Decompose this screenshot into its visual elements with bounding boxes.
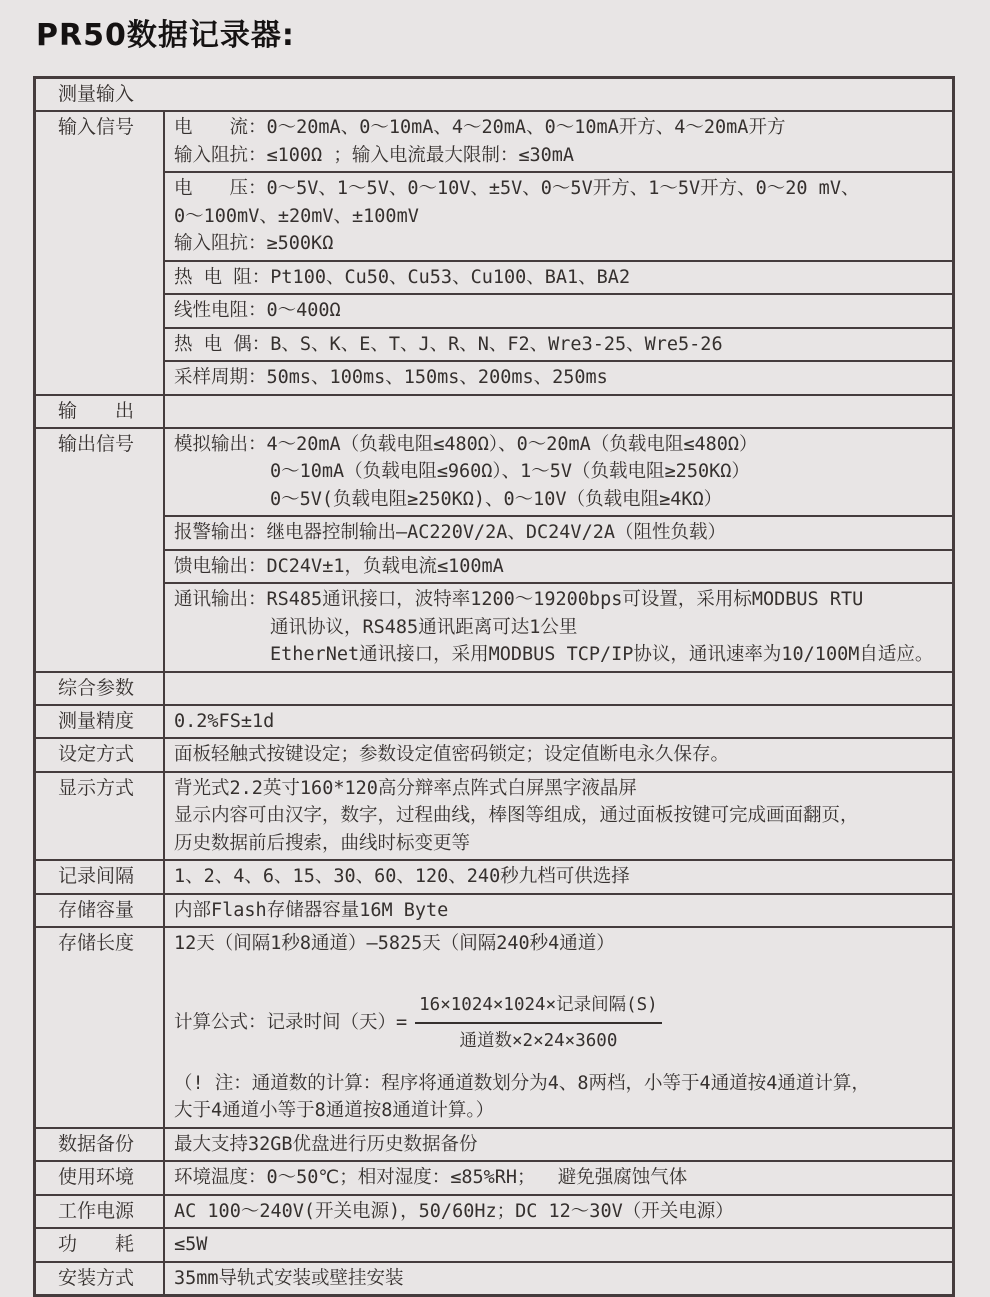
row-content <box>165 739 952 771</box>
spec-line: 面板轻触式按键设定；参数设定值密码锁定；设定值断电永久保存。 <box>174 744 730 765</box>
spec-table <box>33 76 955 1297</box>
row-label: 存储容量 <box>36 895 165 927</box>
output-signal-analog-group <box>165 429 952 516</box>
spec-line: 通讯协议，RS485通讯距离可达1公里 <box>270 616 578 638</box>
row-content <box>165 1162 952 1194</box>
storage-note-line: （! 注：通道数的计算：程序将通道数划分为4、8两档，小等于4通道按4通道计算， <box>174 1072 870 1094</box>
row-installation-method <box>36 1261 952 1295</box>
row-label: 设定方式 <box>36 739 165 771</box>
storage-formula <box>174 982 952 1064</box>
spec-line: 模拟输出：4～20mA（负载电阻≤480Ω）、0～20mA（负载电阻≤480Ω） <box>174 433 758 455</box>
output-signal-communication-group <box>165 582 952 671</box>
row-content <box>165 773 952 860</box>
input-signal-linear-resistance-group <box>165 293 952 327</box>
row-storage-capacity <box>36 893 952 927</box>
spec-line: 电 流：0～20mA、0～10mA、4～20mA、0～10mA开方、4～20mA开方 <box>174 117 786 138</box>
spacer <box>174 958 952 982</box>
spec-line: 环境温度：0～50℃；相对湿度：≤85%RH； 避免强腐蚀气体 <box>174 1167 688 1188</box>
row-label: 功 耗 <box>36 1229 165 1261</box>
row-label: 显示方式 <box>36 773 165 860</box>
row-label: 数据备份 <box>36 1129 165 1161</box>
section-header-measure-input: 测量输入 <box>58 83 135 105</box>
row-label: 工作电源 <box>36 1196 165 1228</box>
spec-line: EtherNet通讯接口，采用MODBUS TCP/IP协议，通讯速率为10/100M自适应。 <box>270 644 934 665</box>
spec-line: 采样周期：50ms、100ms、150ms、200ms、250ms <box>174 367 608 388</box>
spec-line: 输入阻抗：≤100Ω ；输入电流最大限制：≤30mA <box>174 144 575 166</box>
output-signal-alarm-group <box>165 515 952 549</box>
row-operating-environment <box>36 1160 952 1194</box>
section-output-empty-cell <box>165 396 952 427</box>
storage-range-line: 12天（间隔1秒8通道）—5825天（间隔240秒4通道） <box>174 933 615 954</box>
row-record-interval <box>36 859 952 893</box>
formula-prefix: 计算公式：记录时间（天）= <box>174 1011 408 1033</box>
row-power-consumption <box>36 1227 952 1261</box>
spec-line: 馈电输出：DC24V±1，负载电流≤100mA <box>174 555 504 577</box>
section-row-output <box>36 394 952 427</box>
spec-line: 热 电 阻：Pt100、Cu50、Cu53、Cu100、BA1、BA2 <box>174 266 631 288</box>
spec-line: 输入阻抗：≥500KΩ <box>174 233 334 254</box>
section-header-general: 综合参数 <box>36 673 165 704</box>
spec-line: AC 100～240V(开关电源)，50/60Hz；DC 12～30V（开关电源） <box>174 1200 734 1222</box>
row-label: 存储长度 <box>36 928 165 1127</box>
input-signal-current-group <box>165 112 952 171</box>
section-general-empty-cell <box>165 673 952 704</box>
row-label-input-signal: 输入信号 <box>36 112 165 394</box>
row-output-signal <box>36 427 952 671</box>
input-signal-voltage-group <box>165 171 952 260</box>
section-row-general <box>36 671 952 704</box>
row-content <box>165 1229 952 1261</box>
row-content <box>165 861 952 893</box>
row-storage-length <box>36 926 952 1127</box>
input-signal-thermocouple-group <box>165 327 952 361</box>
input-signal-content <box>165 112 952 394</box>
row-working-power <box>36 1194 952 1228</box>
row-display-method <box>36 771 952 860</box>
row-label: 测量精度 <box>36 706 165 738</box>
spec-line: 1、2、4、6、15、30、60、120、240秒九档可供选择 <box>174 866 630 887</box>
row-label: 安装方式 <box>36 1263 165 1295</box>
row-data-backup <box>36 1127 952 1161</box>
storage-note-line: 大于4通道小等于8通道按8通道计算。） <box>174 1100 495 1121</box>
row-input-signal <box>36 110 952 394</box>
row-content <box>165 895 952 927</box>
row-content <box>165 928 952 1127</box>
row-label: 使用环境 <box>36 1162 165 1194</box>
spec-line: 0.2%FS±1d <box>174 710 275 732</box>
page-title: PR50数据记录器: <box>36 18 295 53</box>
output-signal-content <box>165 429 952 671</box>
spec-line: 35mm导轨式安装或壁挂安装 <box>174 1267 404 1289</box>
spec-line: 最大支持32GB优盘进行历史数据备份 <box>174 1133 478 1155</box>
spec-line: 电 压：0～5V、1～5V、0～10V、±5V、0～5V开方、1～5V开方、0～20 mV、 <box>174 178 860 199</box>
spec-line: 0～100mV、±20mV、±100mV <box>174 205 419 227</box>
spec-line: 线性电阻：0～400Ω <box>174 300 341 321</box>
row-content <box>165 1196 952 1228</box>
spec-line: 通讯输出：RS485通讯接口，波特率1200～19200bps可设置，采用标MODBUS RTU <box>174 589 864 610</box>
input-signal-sampling-period-group <box>165 360 952 394</box>
spec-line: 0～10mA（负载电阻≤960Ω）、1～5V（负载电阻≥250KΩ） <box>270 461 750 482</box>
formula-fraction <box>415 990 662 1056</box>
row-content <box>165 1129 952 1161</box>
spec-line: 背光式2.2英寸160*120高分辩率点阵式白屏黑字液晶屏 <box>174 777 637 799</box>
row-label: 记录间隔 <box>36 861 165 893</box>
formula-denominator: 通道数×2×24×3600 <box>459 1030 618 1051</box>
row-content <box>165 706 952 738</box>
section-row-measure-input <box>36 79 952 110</box>
spec-line: 热 电 偶：B、S、K、E、T、J、R、N、F2、Wre3-25、Wre5-26 <box>174 333 723 355</box>
row-content <box>165 1263 952 1295</box>
output-signal-feed-group <box>165 549 952 583</box>
spec-line: 0～5V(负载电阻≥250KΩ)、0～10V（负载电阻≥4KΩ） <box>270 488 723 510</box>
spec-line: 内部Flash存储器容量16M Byte <box>174 899 449 921</box>
section-header-output: 输 出 <box>36 396 165 427</box>
input-signal-rtd-group <box>165 260 952 294</box>
spec-line: ≤5W <box>174 1234 208 1255</box>
spec-line: 报警输出：继电器控制输出—AC220V/2A、DC24V/2A（阻性负载） <box>174 522 726 543</box>
row-setting-method <box>36 737 952 771</box>
row-label-output-signal: 输出信号 <box>36 429 165 671</box>
spec-line: 历史数据前后搜索，曲线时标变更等 <box>174 832 471 854</box>
formula-numerator: 16×1024×1024×记录间隔(S) <box>415 990 662 1024</box>
spec-line: 显示内容可由汉字，数字，过程曲线，棒图等组成，通过面板按键可完成画面翻页， <box>174 805 859 826</box>
row-measure-accuracy <box>36 704 952 738</box>
